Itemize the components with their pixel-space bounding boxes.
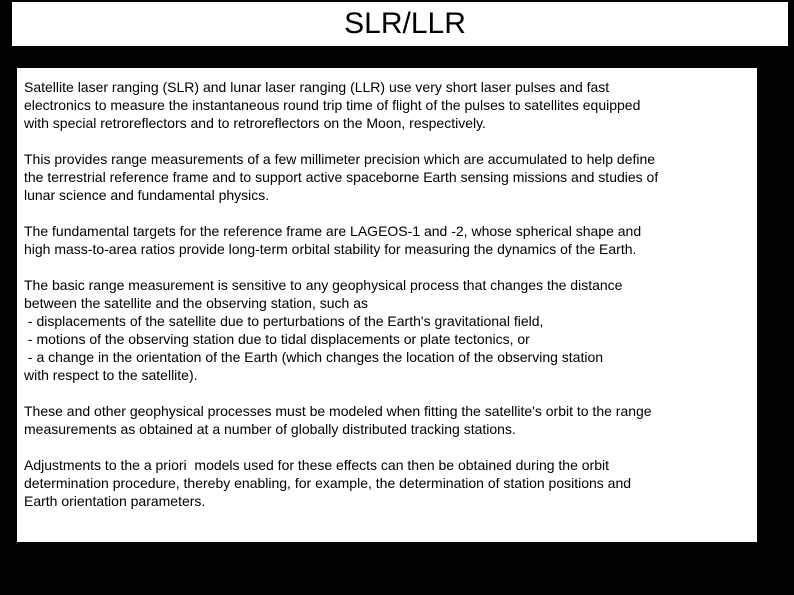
paragraph-modeling xyxy=(24,402,751,438)
text-line: The fundamental targets for the reference frame are LAGEOS-1 and -2, whose spherical shape and xyxy=(24,223,642,239)
slide-content xyxy=(17,68,757,542)
paragraph-range-measurements xyxy=(24,150,751,204)
text-line: measurements as obtained at a number of globally distributed tracking stations. xyxy=(24,421,516,437)
text-line: Adjustments to the a priori models used for these effects can then be obtained during the orbit xyxy=(24,457,609,473)
paragraph-adjustments xyxy=(24,456,751,510)
paragraph-slr-llr-intro xyxy=(24,78,751,132)
text-line: Earth orientation parameters. xyxy=(24,493,206,509)
list-item: - motions of the observing station due to tidal displacements or plate tectonics, or xyxy=(24,331,530,347)
text-line: with respect to the satellite). xyxy=(24,367,198,383)
text-line: the terrestrial reference frame and to support active spaceborne Earth sensing missions and studies of xyxy=(24,169,659,185)
text-line: lunar science and fundamental physics. xyxy=(24,187,270,203)
slide-title: SLR/LLR xyxy=(344,7,466,40)
text-line: These and other geophysical processes must be modeled when fitting the satellite's orbit to the range xyxy=(24,403,652,419)
text-line: Satellite laser ranging (SLR) and lunar laser ranging (LLR) use very short laser pulses and fast xyxy=(24,79,610,95)
text-line: determination procedure, thereby enabling, for example, the determination of station positions and xyxy=(24,475,632,491)
list-item: - displacements of the satellite due to perturbations of the Earth's gravitational field, xyxy=(24,313,544,329)
text-line: The basic range measurement is sensitive to any geophysical process that changes the distance xyxy=(24,277,623,293)
text-line: between the satellite and the observing station, such as xyxy=(24,295,368,311)
text-line: electronics to measure the instantaneous round trip time of flight of the pulses to satellites equipped xyxy=(24,97,641,113)
list-item: - a change in the orientation of the Earth (which changes the location of the observing station xyxy=(24,349,604,365)
text-line: with special retroreflectors and to retroreflectors on the Moon, respectively. xyxy=(24,115,486,131)
paragraph-geophysical-sensitivity xyxy=(24,276,751,384)
paragraph-lageos-targets xyxy=(24,222,751,258)
text-line: high mass-to-area ratios provide long-term orbital stability for measuring the dynamics of the Earth. xyxy=(24,241,637,257)
slide-title-box xyxy=(12,2,788,46)
text-line: This provides range measurements of a few millimeter precision which are accumulated to help define xyxy=(24,151,656,167)
